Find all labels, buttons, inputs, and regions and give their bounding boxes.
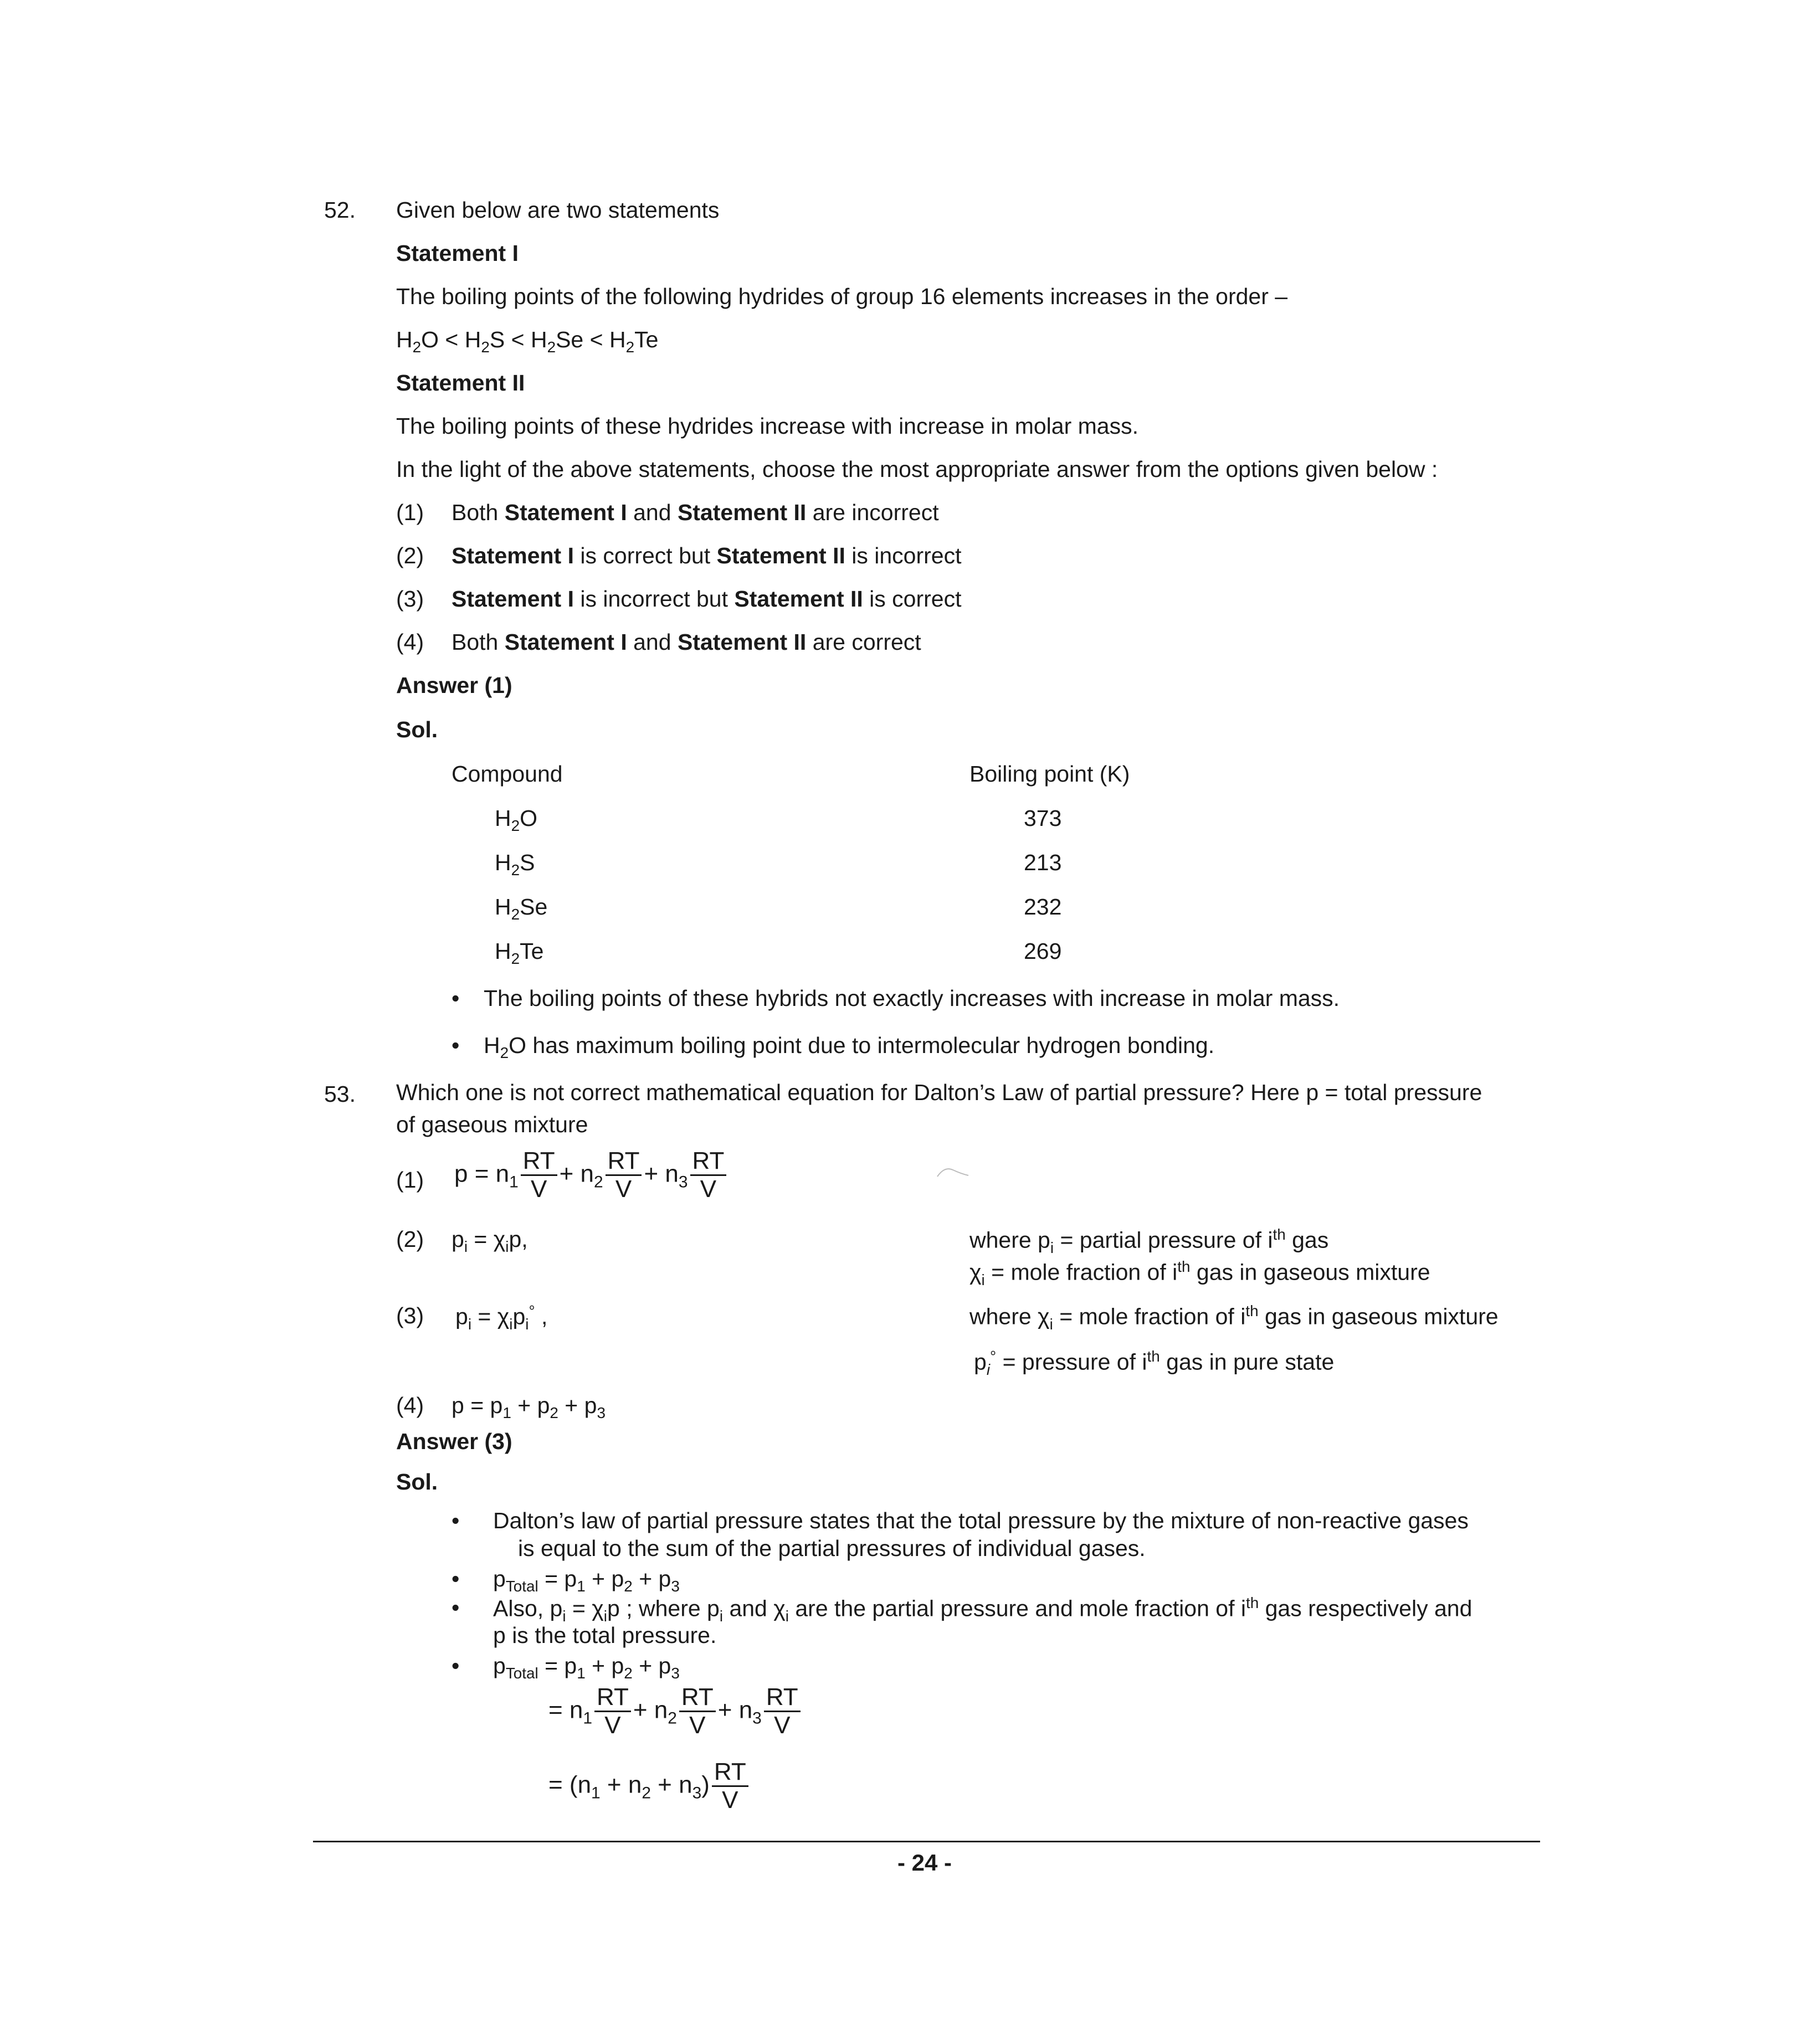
table-cell-bp: 269 (1024, 938, 1062, 964)
q53-option-3-note-1: where $\chi_i$ = mole fraction of $i^{th}$ gas in gaseous mixture (969, 1302, 1499, 1333)
statement-1-heading: Statement I (396, 240, 519, 266)
q53-bullet-1-line-1: Dalton’s law of partial pressure states that the total pressure by the mixture of non-reactive gases (493, 1508, 1469, 1533)
option-number: (3) (396, 1303, 424, 1328)
bullet-dot: • (452, 1033, 460, 1058)
statement-2-text: The boiling points of these hydrides increase with increase in molar mass. (396, 413, 1138, 439)
table-header-bp: Boiling point (K) (969, 761, 1130, 787)
bullet-dot: • (452, 1508, 460, 1533)
option-text: Both Statement I and Statement II are incorrect (452, 500, 939, 525)
bullet-dot: • (452, 1595, 460, 1620)
derivation-line-1: = $n_1$ $\frac{RT}{V}$ + $n_2$ $\frac{RT}{V}$ + $n_3$ $\frac{RT}{V}$ (548, 1684, 803, 1739)
q53-bullet-3-line-1: Also, $p_i = \chi_ip$ ; where $p_i$ and $\chi_i$ are the partial pressure and mole fraction of $i^{th}$ gas respectively and (493, 1594, 1473, 1625)
q52-bullet-2: $H_2O$ has maximum boiling point due to intermolecular hydrogen bonding. (484, 1033, 1215, 1062)
q52-instruction: In the light of the above statements, choose the most appropriate answer from the options given below : (396, 456, 1438, 482)
option-number: (3) (396, 586, 424, 612)
statement-1-order: $H_2O < H_2S < H_2Se < H_2Te$ (396, 327, 659, 356)
bullet-dot: • (452, 1653, 460, 1678)
footer-rule (313, 1841, 1540, 1842)
q53-option-2-note-2: $\chi_i$ = mole fraction of $i^{th}$ gas in gaseous mixture (969, 1258, 1430, 1288)
statement-2-heading: Statement II (396, 370, 525, 396)
q52-number: 52. (324, 197, 356, 223)
table-cell-compound: $H_2Se$ (495, 894, 548, 923)
table-cell-bp: 232 (1024, 894, 1062, 920)
q53-bullet-3-line-2: p is the total pressure. (493, 1622, 717, 1648)
q53-option-3-equation: $p_i = \chi_ip_i^\circ$ , (455, 1302, 548, 1333)
q53-prompt-line-1: Which one is not correct mathematical equation for Dalton’s Law of partial pressure? Here p = total pressure (396, 1080, 1482, 1105)
statement-1-text: The boiling points of the following hydrides of group 16 elements increases in the order – (396, 284, 1288, 309)
option-text: Statement I is incorrect but Statement II is correct (452, 586, 962, 612)
q52-prompt: Given below are two statements (396, 197, 720, 223)
derivation-line-2: = $(n_1 + n_2 + n_3)$ $\frac{RT}{V}$ (548, 1759, 751, 1814)
option-number: (2) (396, 1226, 424, 1252)
q53-bullet-2: $p_{Total} = p_1 + p_2 + p_3$ (493, 1566, 680, 1595)
table-cell-compound: $H_2O$ (495, 805, 538, 835)
bullet-dot: • (452, 1566, 460, 1591)
option-number: (1) (396, 1167, 424, 1193)
q53-prompt-line-2: of gaseous mixture (396, 1112, 588, 1137)
table-cell-compound: $H_2S$ (495, 850, 535, 879)
q53-solution-label: Sol. (396, 1469, 438, 1495)
option-number: (4) (396, 1393, 424, 1418)
table-header-compound: Compound (452, 761, 563, 787)
q53-option-4-equation: $p = p_1 + p_2 + p_3$ (452, 1393, 606, 1422)
q53-option-1-equation: $p = n_1$ $\frac{RT}{V}$ + $n_2$ $\frac{RT}{V}$ + $n_3$ $\frac{RT}{V}$ (454, 1148, 728, 1203)
q52-answer: Answer (1) (396, 672, 512, 698)
q53-bullet-1-line-2: is equal to the sum of the partial pressures of individual gases. (518, 1535, 1146, 1561)
table-cell-bp: 373 (1024, 805, 1062, 831)
q53-option-3-note-2: $p_i^\circ$ = pressure of $i^{th}$ gas in pure state (974, 1348, 1335, 1378)
option-text: Both Statement I and Statement II are correct (452, 629, 921, 655)
option-number: (4) (396, 629, 424, 655)
table-cell-compound: $H_2Te$ (495, 938, 544, 968)
table-cell-bp: 213 (1024, 850, 1062, 875)
q52-bullet-1: The boiling points of these hybrids not exactly increases with increase in molar mass. (484, 985, 1340, 1011)
q53-option-2-equation: $p_i = \chi_ip$, (452, 1226, 528, 1256)
option-number: (1) (396, 500, 424, 525)
option-number: (2) (396, 543, 424, 568)
q52-solution-label: Sol. (396, 717, 438, 742)
q53-bullet-4: $p_{Total} = p_1 + p_2 + p_3$ (493, 1653, 680, 1682)
bullet-dot: • (452, 985, 460, 1011)
q53-option-2-note-1: where $p_i$ = partial pressure of $i^{th}$ gas (969, 1226, 1329, 1256)
option-text: Statement I is correct but Statement II is incorrect (452, 543, 962, 568)
q53-number: 53. (324, 1081, 356, 1107)
q53-answer: Answer (3) (396, 1429, 512, 1454)
page-number: - 24 - (897, 1850, 952, 1876)
pencil-mark (936, 1163, 969, 1180)
